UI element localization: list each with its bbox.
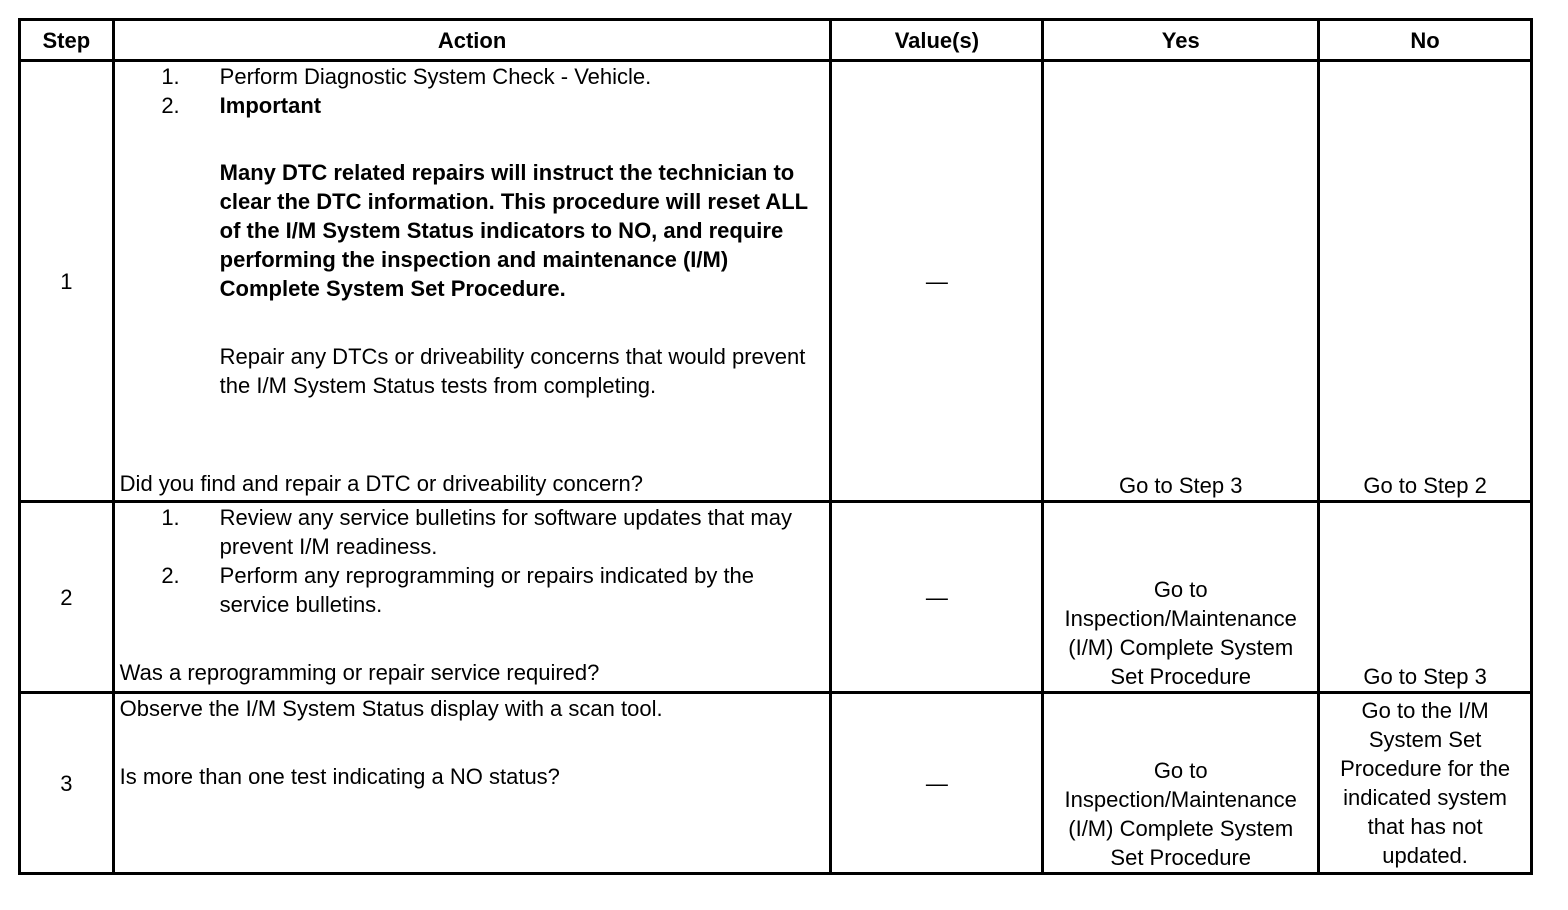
action-cell [113,693,831,874]
value-cell: — [831,61,1043,502]
action-cell [113,502,831,693]
action-steps [120,62,825,400]
step-question: Was a reprogramming or repair service required? [119,660,600,685]
header-values: Value(s) [831,20,1043,61]
list-item: 2. Perform any reprogramming or repairs indicated by the service bulletins. [161,563,755,617]
action-steps [120,503,825,619]
header-row [20,20,1532,61]
diagnostic-table [18,18,1533,875]
table-row [20,61,1532,502]
step-number: 1 [20,61,114,502]
step-number: 2 [20,502,114,693]
important-title: Important [219,93,322,118]
list-item: 1. Perform Diagnostic System Check - Vehicle. [161,64,652,89]
no-cell: Go to the I/M System Set Procedure for the indicated system that has not updated. [1319,693,1532,874]
value-cell: — [831,693,1043,874]
value-cell: — [831,502,1043,693]
important-body: Many DTC related repairs will instruct the technician to clear the DTC information. This procedure will reset ALL of the I/M System Status indicators to NO, and require performing the inspection and maintenance (I/M) Complete System Set Procedure. [219,160,808,301]
table-row [20,502,1532,693]
step-question: Is more than one test indicating a NO status? [119,764,560,789]
step-question: Did you find and repair a DTC or driveability concern? [119,471,644,496]
important-note: Repair any DTCs or driveability concerns that would prevent the I/M System Status tests from completing. [219,344,806,398]
header-no: No [1319,20,1532,61]
table-row [20,693,1532,874]
yes-cell: Go to Step 3 [1043,61,1319,502]
header-action: Action [113,20,831,61]
action-cell [113,61,831,502]
no-cell: Go to Step 3 [1319,502,1532,693]
list-item: 2. Important Many DTC related repairs will instruct the technician to clear the DTC information. This procedure will reset ALL of the I/M System Status indicators to NO, and require performing the inspection and maintenance (I/M) Complete System Set Procedure. Repair any DTCs or driveability concerns that would prevent the I/M System Status tests from completing. [120,91,825,400]
step-number: 3 [20,693,114,874]
header-step: Step [20,20,114,61]
header-yes: Yes [1043,20,1319,61]
yes-cell: Go to Inspection/Maintenance (I/M) Complete System Set Procedure [1043,693,1319,874]
yes-cell: Go to Inspection/Maintenance (I/M) Complete System Set Procedure [1043,502,1319,693]
no-cell: Go to Step 2 [1319,61,1532,502]
step-instruction: Observe the I/M System Status display with a scan tool. [119,696,663,721]
list-item: 1. Review any service bulletins for software updates that may prevent I/M readiness. [161,505,792,559]
